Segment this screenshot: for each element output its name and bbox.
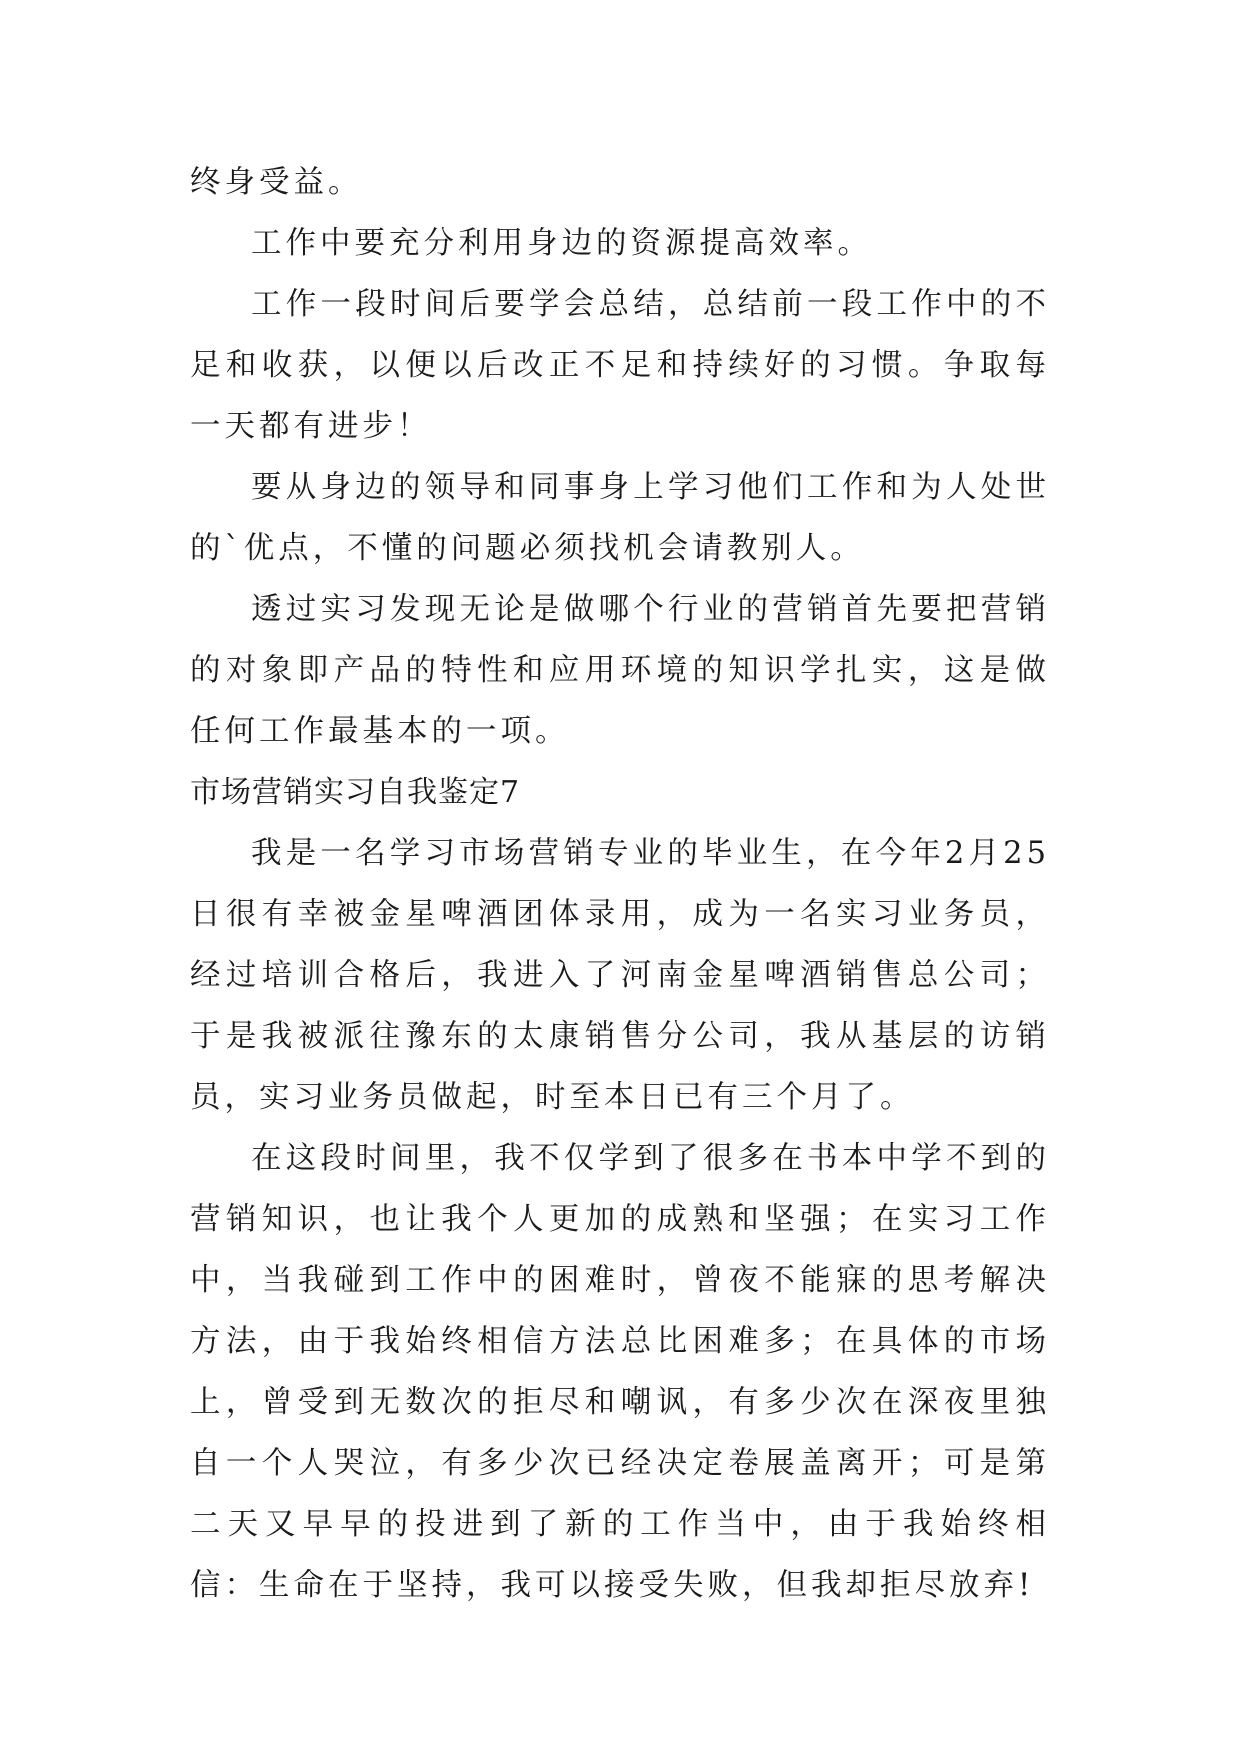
paragraph: 要从身边的领导和同事身上学习他们工作和为人处世的`优点，不懂的问题必须找机会请教别人。 bbox=[190, 470, 1050, 566]
paragraph: 工作一段时间后要学会总结，总结前一段工作中的不足和收获，以便以后改正不足和持续好的习惯。争取每一天都有进步！ bbox=[190, 287, 1050, 444]
paragraph: 透过实习发现无论是做哪个行业的营销首先要把营销的对象即产品的特性和应用环境的知识学扎实，这是做任何工作最基本的一项。 bbox=[190, 592, 1050, 749]
document-page bbox=[190, 152, 1050, 1616]
paragraph: 我是一名学习市场营销专业的毕业生，在今年2月25日很有幸被金星啤酒团体录用，成为一名实习业务员，经过培训合格后，我进入了河南金星啤酒销售总公司；于是我被派往豫东的太康销售分公司，我从基层的访销员，实习业务员做起，时至本日已有三个月了。 bbox=[190, 836, 1050, 1115]
paragraph: 在这段时间里，我不仅学到了很多在书本中学不到的营销知识，也让我个人更加的成熟和坚强；在实习工作中，当我碰到工作中的困难时，曾夜不能寐的思考解决方法，由于我始终相信方法总比困难多；在具体的市场上，曾受到无数次的拒尽和嘲讽，有多少次在深夜里独自一个人哭泣，有多少次已经决定卷展盖离开；可是第二天又早早的投进到了新的工作当中，由于我始终相信：生命在于坚持，我可以接受失败，但我却拒尽放弃! bbox=[190, 1141, 1050, 1603]
paragraph: 终身受益。 bbox=[190, 165, 363, 200]
section-heading: 市场营销实习自我鉴定7 bbox=[190, 775, 521, 810]
paragraph: 工作中要充分利用身边的资源提高效率。 bbox=[251, 226, 872, 261]
